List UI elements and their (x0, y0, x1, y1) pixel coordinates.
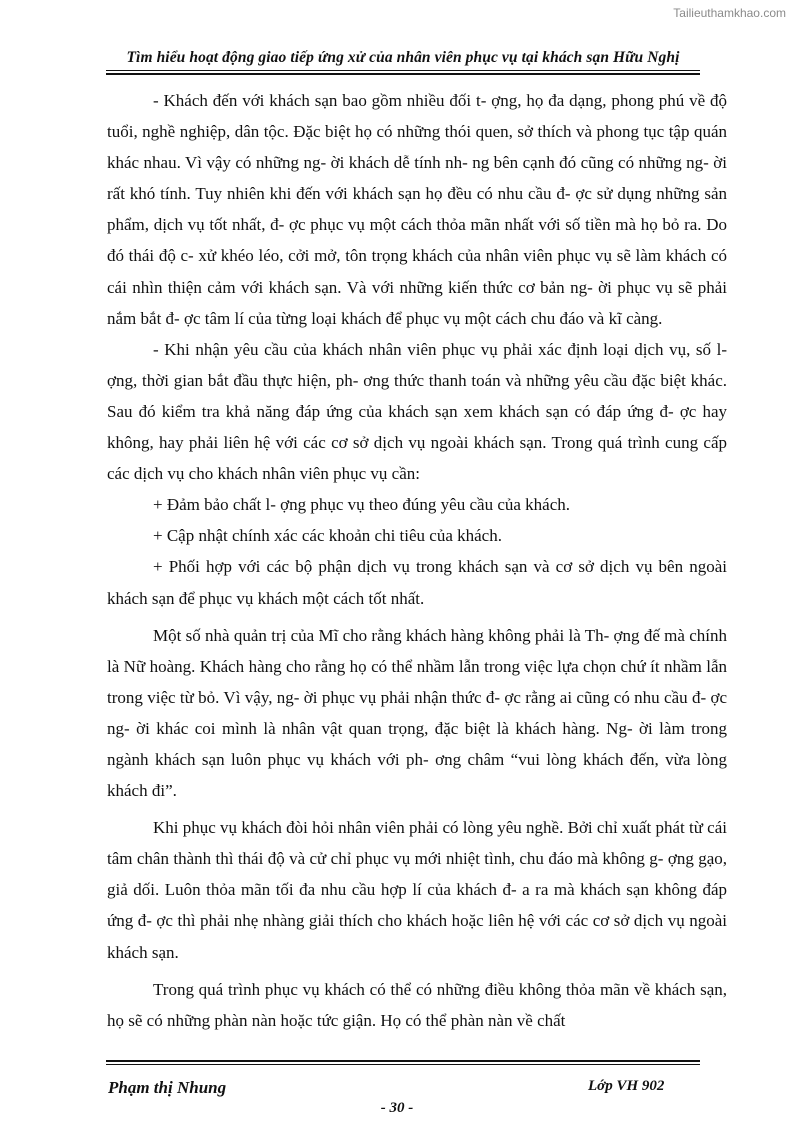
paragraph-love-of-job: Khi phục vụ khách đòi hỏi nhân viên phải có lòng yêu nghề. Bởi chỉ xuất phát từ cái tâm chân thành thì thái độ và cử chỉ phục vụ mới nhiệt tình, chu đáo mà không g- ợng gạo, giả dối. Luôn thỏa mãn tối đa nhu cầu hợp lí của khách đ- a ra mà khách sạn không đáp ứng đ- ợc thì phải nhẹ nhàng giải thích cho khách hoặc liên hệ với các cơ sở dịch vụ ngoài khách sạn. (107, 818, 727, 962)
footer-rule-thick (106, 1060, 700, 1062)
watermark: Tailieuthamkhao.com (673, 6, 786, 20)
footer-rule-thin (106, 1064, 700, 1065)
list-item-coordination: + Phối hợp với các bộ phận dịch vụ trong khách sạn và cơ sở dịch vụ bên ngoài khách sạn để phục vụ khách một cách tốt nhất. (107, 557, 727, 608)
header-rule-thick (106, 73, 700, 75)
page-number: - 30 - (380, 1100, 414, 1116)
list-item-quality: + Đảm bảo chất l- ợng phục vụ theo đúng yêu cầu của khách. (153, 495, 570, 515)
document-body (107, 85, 727, 1036)
footer-class: Lớp VH 902 (588, 1078, 665, 1094)
paragraph-guest-diversity: - Khách đến với khách sạn bao gồm nhiều đối t- ợng, họ đa dạng, phong phú về độ tuổi, nghề nghiệp, dân tộc. Đặc biệt họ có những thói quen, sở thích và phong tục tập quán khác nhau. Vì vậy có những ng- ời khách dễ tính nh- ng bên cạnh đó cũng có những ng- ời rất khó tính. Tuy nhiên khi đến với khách sạn họ đều có nhu cầu đ- ợc sử dụng những sản phẩm, dịch vụ tốt nhất, đ- ợc phục vụ một cách thỏa mãn nhất với số tiền mà họ bỏ ra. Do đó thái độ c- xử khéo léo, cởi mở, tôn trọng khách của nhân viên phục vụ sẽ làm khách có cái nhìn thiện cảm với khách sạn. Và với những kiến thức cơ bản ng- ời phục vụ sẽ phải nắm bắt đ- ợc tâm lí của từng loại khách để phục vụ một cách chu đáo và kĩ càng. (107, 91, 727, 328)
paragraph-customer-queen: Một số nhà quản trị của Mĩ cho rằng khách hàng không phải là Th- ợng đế mà chính là Nữ hoàng. Khách hàng cho rằng họ có thể nhầm lẫn trong việc lựa chọn chứ ít nhầm lẫn trong việc từ bỏ. Vì vậy, ng- ời phục vụ phải nhận thức đ- ợc rằng ai cũng có nhu cầu đ- ợc ng- ời khác coi mình là nhân vật quan trọng, đặc biệt là khách hàng. Ng- ời làm trong ngành khách sạn luôn phục vụ khách với ph- ơng châm “vui lòng khách đến, vừa lòng khách đi”. (107, 625, 727, 801)
header-rule-thin (106, 70, 700, 71)
footer-author: Phạm thị Nhung (108, 1078, 227, 1097)
list-item-expenses: + Cập nhật chính xác các khoản chi tiêu của khách. (153, 526, 502, 546)
running-header-title: Tìm hiểu hoạt động giao tiếp ứng xử của nhân viên phục vụ tại khách sạn Hữu Nghị (126, 49, 680, 66)
paragraph-complaints: Trong quá trình phục vụ khách có thể có những điều không thỏa mãn về khách sạn, họ sẽ có những phàn nàn hoặc tức giận. Họ có thể phàn nàn về chất (107, 979, 727, 1030)
paragraph-service-request: - Khi nhận yêu cầu của khách nhân viên phục vụ phải xác định loại dịch vụ, số l- ợng, thời gian bắt đầu thực hiện, ph- ơng thức thanh toán và những yêu cầu đặc biệt khác. Sau đó kiểm tra khả năng đáp ứng của khách sạn xem khách sạn có đáp ứng đ- ợc hay không, hay phải liên hệ với các cơ sở dịch vụ ngoài khách sạn. Trong quá trình cung cấp các dịch vụ cho khách nhân viên phục vụ cần: (107, 339, 727, 484)
